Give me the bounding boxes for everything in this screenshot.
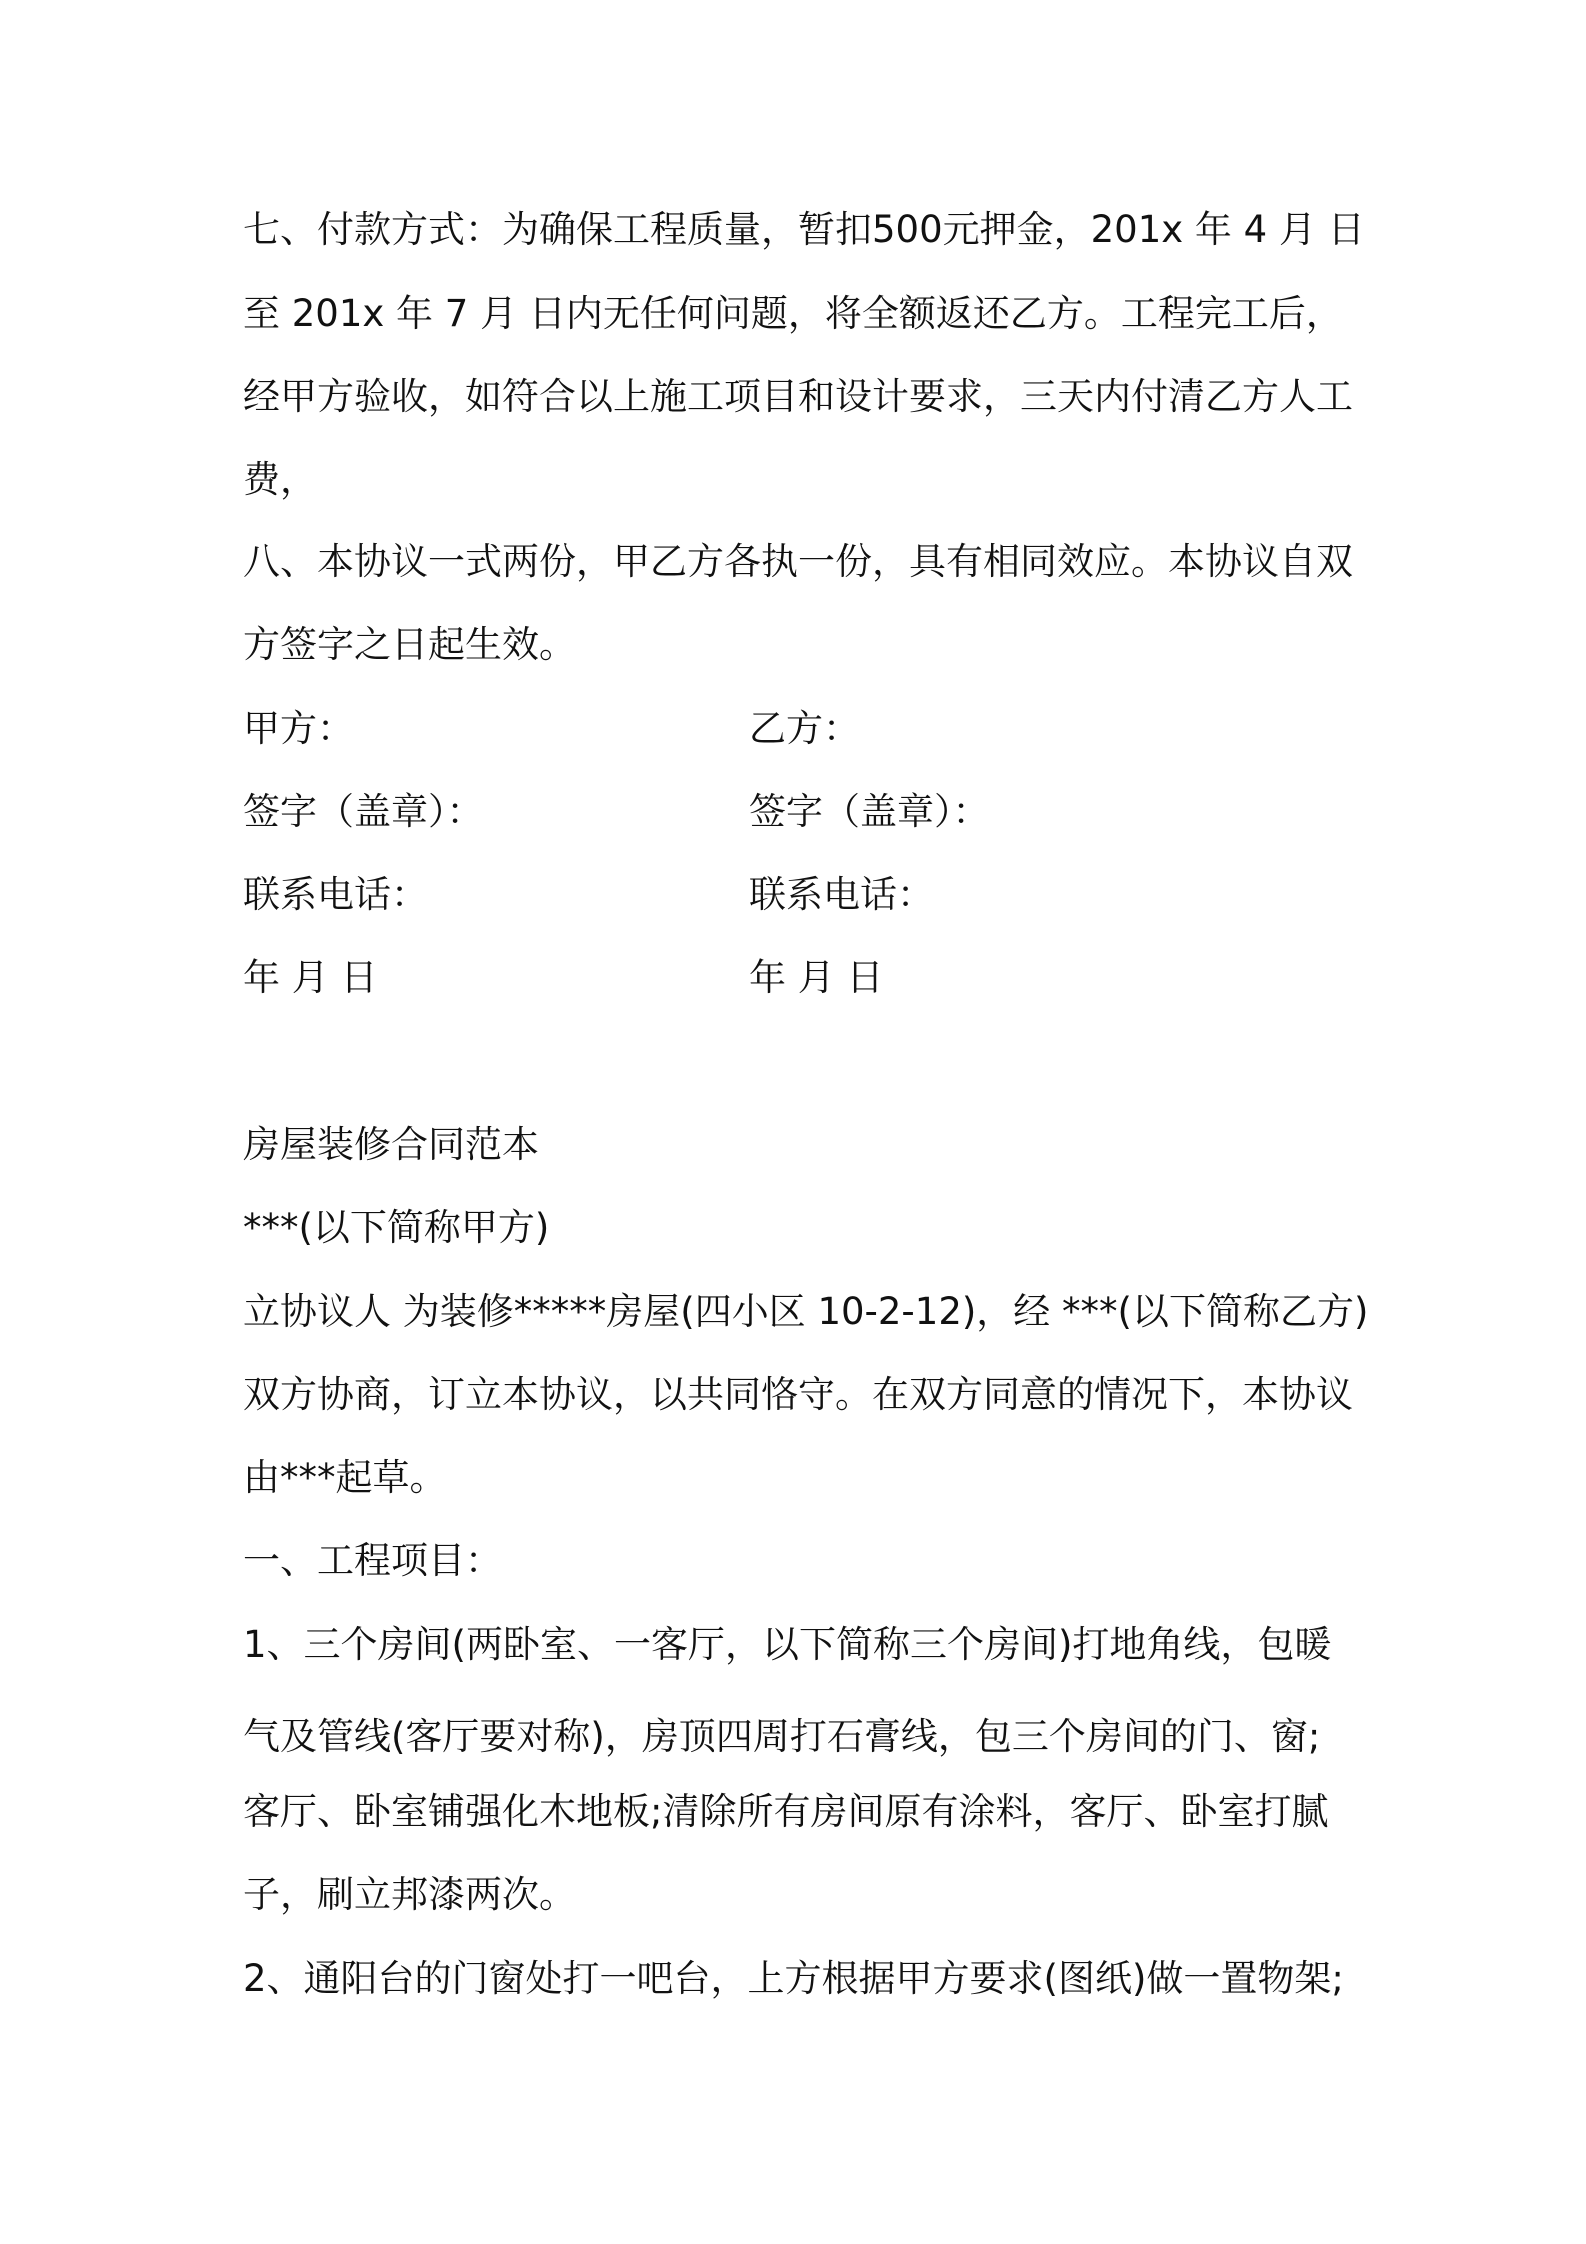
party-a-phone: 联系电话： — [243, 873, 428, 916]
clause8-line2: 方签字之日起生效。 — [243, 623, 576, 666]
party-b-phone: 联系电话： — [749, 873, 934, 916]
clause7-line4: 费， — [243, 458, 317, 501]
party-a-signature: 签字（盖章）： — [243, 790, 484, 833]
clause7-line3: 经甲方验收，如符合以上施工项目和设计要求，三天内付清乙方人工 — [243, 375, 1353, 418]
contract-intro-line2: 双方协商，订立本协议，以共同恪守。在双方同意的情况下，本协议 — [243, 1373, 1353, 1416]
item1-line1: 1、三个房间(两卧室、一客厅，以下简称三个房间)打地角线，包暖 — [243, 1623, 1332, 1666]
item1-line2: 气及管线(客厅要对称)，房顶四周打石膏线，包三个房间的门、窗; — [243, 1715, 1321, 1758]
contract-title: 房屋装修合同范本 — [243, 1123, 539, 1166]
party-b-date: 年 月 日 — [749, 956, 884, 999]
item1-line4: 子，刷立邦漆两次。 — [243, 1873, 576, 1916]
party-a-date: 年 月 日 — [243, 956, 378, 999]
clause7-line2: 至 201x 年 7 月 日内无任何问题，将全额返还乙方。工程完工后， — [243, 292, 1343, 335]
contract-intro-line1: 立协议人 为装修*****房屋(四小区 10-2-12)，经 ***(以下简称乙方) — [243, 1290, 1369, 1333]
item2-line1: 2、通阳台的门窗处打一吧台，上方根据甲方要求(图纸)做一置物架; — [243, 1957, 1344, 2000]
contract-intro-line3: 由***起草。 — [243, 1456, 447, 1499]
section1-heading: 一、工程项目： — [243, 1539, 502, 1582]
clause8-line1: 八、本协议一式两份，甲乙方各执一份，具有相同效应。本协议自双 — [243, 540, 1353, 583]
clause7-line1: 七、付款方式：为确保工程质量，暂扣500元押金，201x 年 4 月 日 — [243, 208, 1365, 251]
party-a-label: 甲方： — [243, 707, 354, 750]
contract-party-a: ***(以下简称甲方) — [243, 1206, 550, 1249]
item1-line3: 客厅、卧室铺强化木地板;清除所有房间原有涂料，客厅、卧室打腻 — [243, 1790, 1329, 1833]
party-b-signature: 签字（盖章）： — [749, 790, 990, 833]
party-b-label: 乙方： — [749, 707, 860, 750]
